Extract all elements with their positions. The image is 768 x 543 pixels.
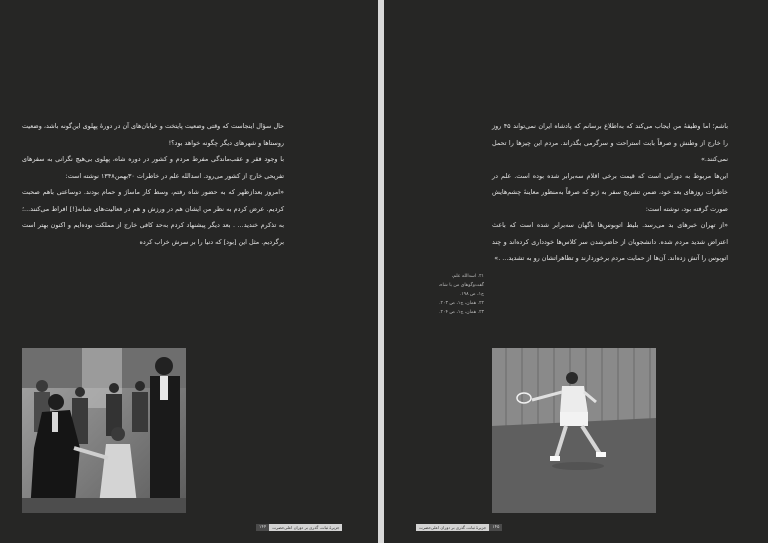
tennis-player-photo bbox=[492, 348, 656, 513]
right-page-body-text bbox=[492, 118, 728, 267]
footnote-line: گفت‌وگوهای من با شاه، bbox=[438, 283, 484, 288]
left-page-footer bbox=[256, 524, 342, 531]
right-running-title: جزیرهٔ ثبات، گذری بر دوران اعلی‌حضرت bbox=[416, 524, 489, 531]
left-page bbox=[0, 0, 378, 543]
left-page-body-text bbox=[22, 118, 284, 250]
left-paragraph-3: «امروز بعدازظهر که به حضور شاه رفتم، وسط کار ماساژ و حمام بودند. دوساعتی باهم صحبت کردیم. عرض کردم به نظر من ایشان هم در ورزش و هم در فعالیت‌های شبانه[!] افراط می‌کنند...؛ به تذکرم خندید... . بعد دیگر پیشنهاد کردم به‌حد کافی خارج از مملکت بوده‌ایم و اکنون بهتر است برگردیم. مثل این [بود] که دنیا را بر سرش خراب کرده bbox=[22, 188, 284, 246]
right-page-footer bbox=[416, 524, 502, 531]
right-paragraph-1: باشم؛ اما وظیفهٔ من ایجاب می‌کند که به‌اطلاع برسانم که پادشاه ایران نمی‌تواند ۴۵ روز را خارج از وطنش و صرفاً بابت استراحت و سرگرمی بگذراند. مردم این چیزها را تحمل نمی‌کنند.» bbox=[492, 122, 728, 163]
footnote-line: ۲۱. اسدالله علم، bbox=[451, 274, 484, 279]
footnote-line: ۲۳. همان، ج۱، ص ۲۰۴. bbox=[439, 310, 484, 315]
left-running-title: جزیرهٔ ثبات، گذری بر دوران اعلی‌حضرت bbox=[269, 524, 342, 531]
left-paragraph-2: با وجود فقر و عقب‌ماندگی مفرط مردم و کشور در دوره شاه، پهلوی بی‌هیچ نگرانی به سفرهای تفریحی خارج از کشور می‌رود. اسدالله علم در خاطرات ۳۰بهمن۱۳۴۸ نوشته است: bbox=[22, 155, 284, 180]
right-paragraph-3: «از تهران خبرهای بد می‌رسد. بلیط اتوبوس‌ها ناگهان سه‌برابر شده است که باعث اعتراض شدید مردم شده. دانشجویان از حاضرشدن سر کلاس‌ها خودداری کرده‌اند و چند اتوبوس را آتش زده‌اند. آن‌ها از حمایت مردم برخوردارند و تظاهراتشان رو به تشدید... .» bbox=[492, 221, 728, 262]
left-page-number: ۱۴۴ bbox=[256, 524, 269, 531]
footnote-line: ج۱، ص ۱۹۸. bbox=[459, 292, 484, 297]
reception-handshake-photo bbox=[22, 348, 186, 513]
right-paragraph-2: این‌ها مربوط به دورانی است که قیمت برخی اقلام سه‌برابر شده بوده است. علم در خاطرات روزهای بعد خود، ضمن تشریح سفر به ژنو که صرفاً به‌منظور معاینهٔ چشم‌هایش صورت گرفته بود، نوشته است: bbox=[492, 171, 728, 213]
right-page-number: ۱۴۵ bbox=[489, 524, 502, 531]
left-paragraph-1: حال سؤال اینجاست که وقتی وضعیت پایتخت و خیابان‌های آن در دورهٔ پهلوی این‌گونه باشد، وضعیت روستاها و شهرهای دیگر چگونه خواهد بود؟! bbox=[22, 122, 284, 147]
footnote-line: ۲۲. همان، ج۱، ص ۲۰۳. bbox=[439, 301, 484, 306]
footnotes bbox=[420, 272, 484, 317]
